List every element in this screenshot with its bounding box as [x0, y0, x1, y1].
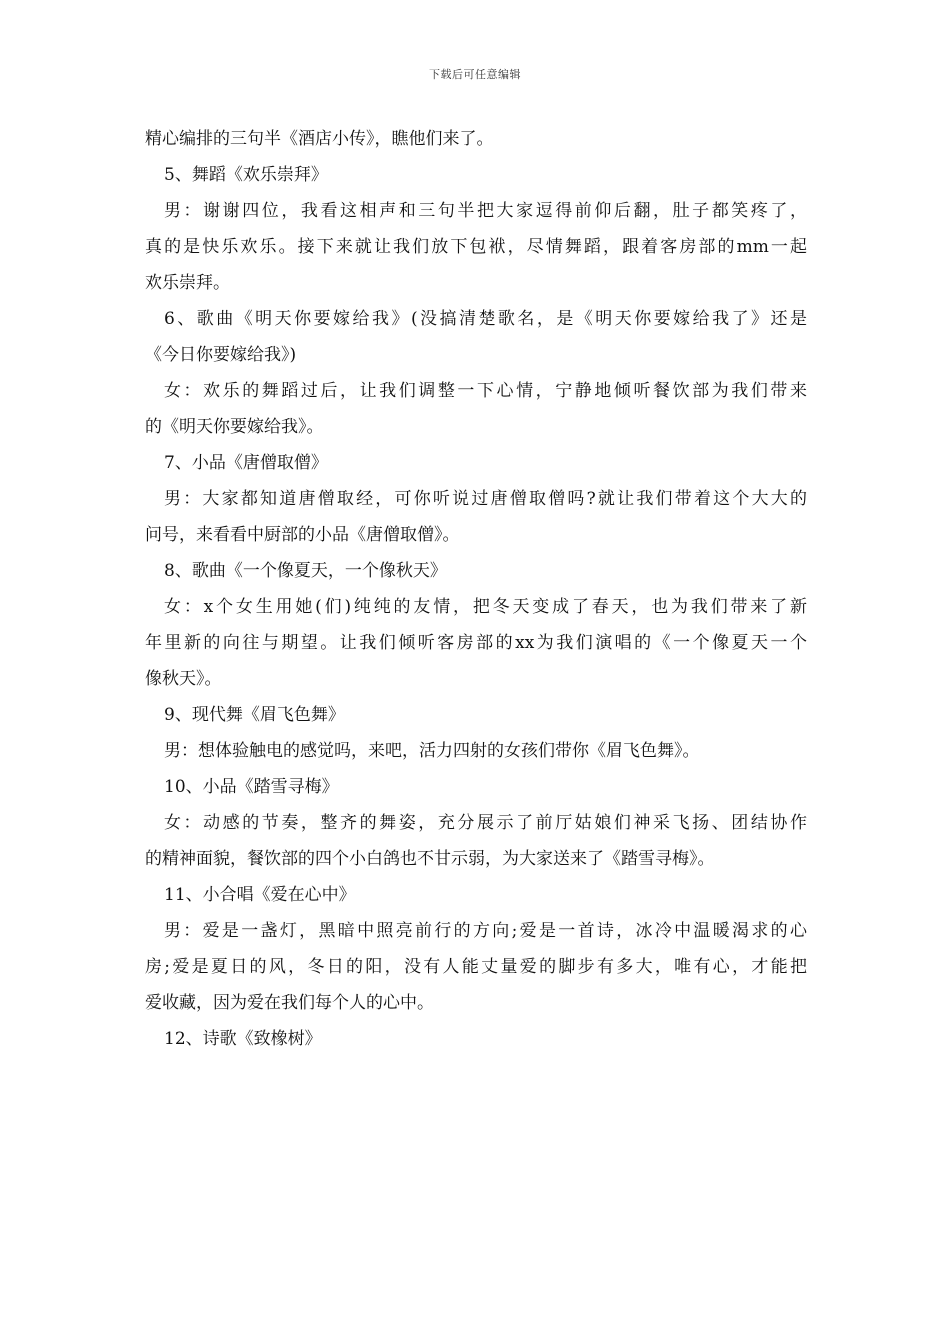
- section-heading: 5、舞蹈《欢乐崇拜》: [164, 165, 328, 185]
- body-line: 欢乐崇拜。: [145, 273, 230, 293]
- section-heading: 7、小品《唐僧取僧》: [164, 453, 328, 473]
- section-heading: 12、诗歌《致橡树》: [164, 1029, 322, 1049]
- body-line: 男：爱是一盏灯，黑暗中照亮前行的方向;爱是一首诗，冰冷中温暖渴求的心: [164, 921, 807, 941]
- body-line: 男：想体验触电的感觉吗，来吧，活力四射的女孩们带你《眉飞色舞》。: [164, 741, 700, 761]
- document-body: [145, 121, 807, 1057]
- body-line: 精心编排的三句半《酒店小传》，瞧他们来了。: [145, 129, 494, 149]
- section-heading: 8、歌曲《一个像夏天，一个像秋天》: [164, 561, 447, 581]
- body-line: 女：x个女生用她(们)纯纯的友情，把冬天变成了春天，也为我们带来了新: [164, 597, 807, 617]
- body-line: 的精神面貌，餐饮部的四个小白鸽也不甘示弱，为大家送来了《踏雪寻梅》。: [145, 849, 715, 869]
- section-heading: 11、小合唱《爱在心中》: [164, 885, 356, 905]
- body-line: 房;爱是夏日的风，冬日的阳，没有人能丈量爱的脚步有多大，唯有心，才能把: [145, 957, 807, 977]
- page-header: 下载后可任意编辑: [429, 68, 521, 81]
- body-line: 爱收藏，因为爱在我们每个人的心中。: [145, 993, 434, 1013]
- body-line: 的《明天你要嫁给我》。: [145, 417, 324, 437]
- body-line: 女：欢乐的舞蹈过后，让我们调整一下心情，宁静地倾听餐饮部为我们带来: [164, 381, 807, 401]
- body-line: 真的是快乐欢乐。接下来就让我们放下包袱，尽情舞蹈，跟着客房部的mm一起: [145, 237, 807, 257]
- body-line: 女：动感的节奏，整齐的舞姿，充分展示了前厅姑娘们神采飞扬、团结协作: [164, 813, 807, 833]
- body-line: 男：大家都知道唐僧取经，可你听说过唐僧取僧吗?就让我们带着这个大大的: [164, 489, 807, 509]
- body-line: 问号，来看看中厨部的小品《唐僧取僧》。: [145, 525, 460, 545]
- body-line: 《今日你要嫁给我》): [145, 345, 297, 365]
- body-line: 年里新的向往与期望。让我们倾听客房部的xx为我们演唱的《一个像夏天一个: [145, 633, 807, 653]
- body-line: 男：谢谢四位，我看这相声和三句半把大家逗得前仰后翻，肚子都笑疼了，: [164, 201, 807, 221]
- section-heading: 6、歌曲《明天你要嫁给我》(没搞清楚歌名，是《明天你要嫁给我了》还是: [164, 309, 807, 329]
- body-line: 像秋天》。: [145, 669, 222, 689]
- section-heading: 9、现代舞《眉飞色舞》: [164, 705, 345, 725]
- section-heading: 10、小品《踏雪寻梅》: [164, 777, 339, 797]
